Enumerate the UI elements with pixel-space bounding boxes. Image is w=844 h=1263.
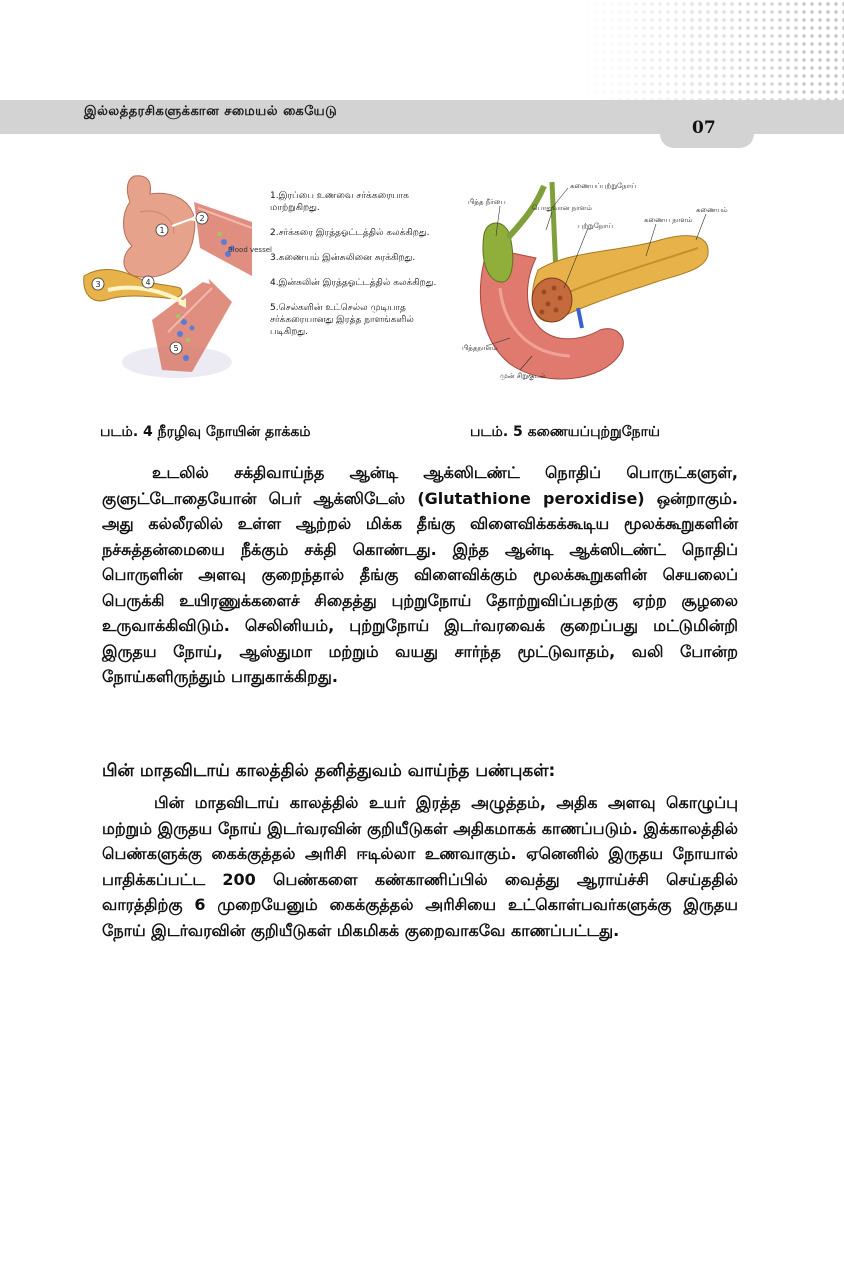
label-pancreatic-cancer: கணையப்புற்றுநோய் bbox=[570, 182, 637, 190]
page-number: 07 bbox=[692, 118, 716, 138]
figure4-step-marker: 5 bbox=[173, 344, 179, 353]
label-small-intestine: முன் சிறுகுடல் bbox=[500, 372, 546, 380]
label-pancreatic-duct: கணைய நாளம் bbox=[644, 216, 693, 224]
figure4-step-marker: 4 bbox=[145, 278, 151, 287]
figure4-caption: படம். 4 நீரழிவு நோயின் தாக்கம் bbox=[100, 424, 311, 440]
figure4-step: 3.கணையம் இன்சுலினை சுரக்கிறது. bbox=[270, 253, 416, 263]
label-pancreas: கணையம் bbox=[696, 206, 728, 214]
section-heading: பின் மாதவிடாய் காலத்தில் தனித்துவம் வாய்ந்த பண்புகள்: bbox=[102, 761, 556, 781]
figure4-step-marker: 1 bbox=[159, 226, 165, 235]
figure5-caption: படம். 5 கணையப்புற்றுநோய் bbox=[470, 424, 660, 440]
halftone-decoration bbox=[584, 0, 844, 100]
figure4-steps-list bbox=[270, 190, 448, 351]
paragraph-antioxidant: உடலில் சக்திவாய்ந்த ஆன்டி ஆக்ஸிடண்ட் நொதிப் பொருட்களுள், குளுட்டோதையோன் பெர் ஆக்ஸிடேஸ் (Glutathione peroxidise) ஒன்றாகும். அது கல்லீரலில் உள்ள ஆற்றல் மிக்க தீங்கு விளைவிக்கக்கூடிய மூலக்கூறுகளின் நச்சுத்தன்மையை நீக்கும் சக்தி கொண்டது. இந்த ஆன்டி ஆக்ஸிடண்ட் நொதிப் பொருளின் அளவு குறைந்தால் தீங்கு விளைவிக்கும் மூலக்கூறுகளின் செயலைப் பெருக்கி உயிரணுக்களைச் சிதைத்து புற்றுநோய் தோற்றுவிப்பதற்கு ஏற்ற சூழலை உருவாக்கிவிடும். செலினியம், புற்றுநோய் இடர்வரவைக் குறைப்பது மட்டுமின்றி இருதய நோய், ஆஸ்துமா மற்றும் வயது சார்ந்த மூட்டுவாதம், வலி போன்ற நோய்களிருந்தும் பாதுகாக்கிறது. bbox=[102, 463, 738, 686]
label-tumor: புற்றுநோய் bbox=[578, 222, 613, 230]
tumor-shape bbox=[532, 278, 572, 322]
pancreatic-cancer-illustration bbox=[460, 178, 728, 382]
label-gallbladder: பித்த நீர்பை bbox=[468, 198, 506, 206]
paragraph-menopause: பின் மாதவிடாய் காலத்தில் உயர் இரத்த அழுத்தம், அதிக அளவு கொழுப்பு மற்றும் இருதய நோய் இடர்வரவின் குறியீடுகள் அதிகமாகக் காணப்படும். இக்காலத்தில் பெண்களுக்கு கைக்குத்தல் அரிசி ஈடில்லா உணவாகும். ஏனெனில் இருதய நோயால் பாதிக்கப்பட்ட 200 பெண்களை கண்காணிப்பில் வைத்து ஆராய்ச்சி செய்ததில் வாரத்திற்கு 6 முறையேனும் கைக்குத்தல் அரிசியை உட்கொள்பவர்களுக்கு இருதய நோய் இடர்வரவின் குறியீடுகள் மிகமிகக் குறைவாகவே காணப்பட்டது. bbox=[102, 793, 738, 940]
figure4-step: 4.இன்சுலின் இரத்தஓட்டத்தில் கலக்கிறது. bbox=[270, 278, 437, 288]
figure4-step-marker: 2 bbox=[199, 214, 205, 223]
bile-duct-shape bbox=[508, 186, 544, 238]
label-common-duct: பொதுவான நாளம் bbox=[532, 204, 592, 212]
figure4-step: 1.இரப்பை உணவை சர்க்கரையாக மாற்றுகிறது. bbox=[270, 191, 409, 213]
blood-vessel-label: Blood vessel bbox=[228, 246, 272, 254]
figure4-step: 2.சர்க்கரை இரத்தஓட்டத்தில் கலக்கிறது. bbox=[270, 228, 430, 238]
figure4-step: 5.செல்களின் உட்செல்ல முடியாத சர்க்கரையானது இரத்த நாளங்களில் படிகிறது. bbox=[270, 303, 414, 337]
book-title: இல்லத்தரசிகளுக்கான சமையல் கையேடு bbox=[84, 104, 338, 119]
label-bile-duct: பித்தநாளம் bbox=[462, 344, 498, 352]
diabetes-illustration bbox=[82, 172, 272, 384]
figure4-step-marker: 3 bbox=[95, 280, 101, 289]
